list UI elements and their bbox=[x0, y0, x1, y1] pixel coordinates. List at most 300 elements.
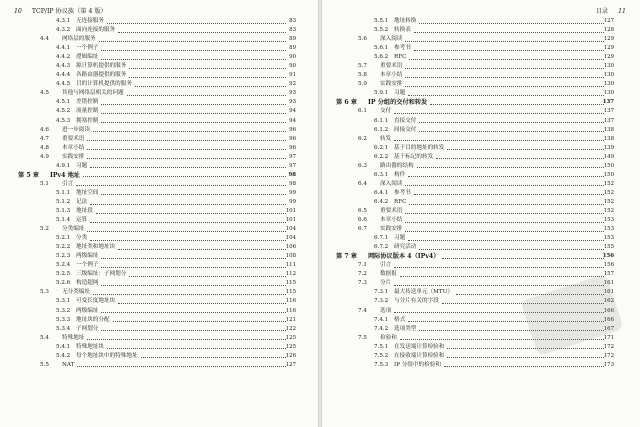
toc-entry-number: 6.1.1 bbox=[374, 117, 389, 124]
toc-entry-title: 重要术语 bbox=[380, 207, 403, 214]
dot-leader bbox=[77, 366, 286, 367]
toc-row bbox=[332, 44, 614, 53]
toc-entry-title: 可变长度地址块 bbox=[76, 298, 116, 305]
toc-entry-title: 重要术语 bbox=[380, 63, 403, 70]
toc-page-number: 152 bbox=[603, 207, 614, 214]
toc-page-number: 115 bbox=[285, 289, 296, 296]
toc-entry-number: 5.5.2 bbox=[374, 27, 389, 34]
toc-page-number: 152 bbox=[603, 189, 614, 196]
toc-page-number: 152 bbox=[603, 198, 614, 205]
toc-entry-number: 4.4.4 bbox=[56, 72, 71, 79]
dot-leader bbox=[87, 231, 286, 232]
dot-leader bbox=[129, 68, 286, 69]
toc-entry-number: 6.1.2 bbox=[374, 126, 389, 133]
toc-page-number: 172 bbox=[603, 343, 614, 350]
toc-row bbox=[14, 198, 296, 207]
toc-row bbox=[14, 216, 296, 225]
toc-row bbox=[14, 62, 296, 71]
dot-leader bbox=[436, 158, 604, 159]
toc-page-number: 152 bbox=[603, 180, 614, 187]
toc-entry-number: 7.3.2 bbox=[374, 298, 389, 305]
toc-page-number: 97 bbox=[289, 162, 296, 169]
toc-entry-number: 6.2 bbox=[358, 135, 367, 142]
toc-row bbox=[332, 216, 614, 225]
toc-page-number: 137 bbox=[602, 99, 614, 106]
toc-entry-title: 参考书 bbox=[394, 45, 411, 52]
toc-entry-title: 分类编址 bbox=[62, 226, 85, 233]
dot-leader bbox=[135, 86, 286, 87]
toc-entry-title: 在发送端计算检验和 bbox=[394, 343, 445, 350]
toc-entry-number: 5.9.1 bbox=[374, 90, 389, 97]
toc-entry-number: 5.9 bbox=[358, 81, 367, 88]
dot-leader bbox=[83, 176, 286, 177]
toc-entry-number: 6.5 bbox=[358, 207, 367, 214]
toc-row bbox=[332, 171, 614, 180]
toc-page-number: 108 bbox=[285, 253, 296, 260]
toc-page-number: 91 bbox=[289, 72, 296, 79]
toc-entry-number: 5.1.1 bbox=[56, 189, 71, 196]
right-running-title: 目录 bbox=[595, 8, 609, 15]
toc-entry-title: 直接交付 bbox=[394, 117, 417, 124]
dot-leader bbox=[141, 357, 286, 358]
toc-page-number: 98 bbox=[288, 171, 296, 178]
left-page bbox=[0, 0, 318, 427]
toc-entry-number: 5.2.2 bbox=[56, 244, 71, 251]
toc-row bbox=[14, 153, 296, 162]
dot-leader bbox=[414, 194, 604, 195]
toc-entry-title: 一个例子 bbox=[76, 45, 99, 52]
toc-entry-number: 5.2.5 bbox=[56, 271, 71, 278]
toc-page-number: 98 bbox=[289, 180, 296, 187]
toc-entry-title: 其他与网络层相关的问题 bbox=[62, 90, 124, 97]
toc-page-number: 83 bbox=[289, 18, 296, 24]
toc-row bbox=[332, 80, 614, 89]
toc-row bbox=[332, 261, 614, 270]
toc-row bbox=[14, 26, 296, 35]
toc-page-number: 125 bbox=[285, 334, 296, 341]
toc-entry-title: 最大传送单元（MTU） bbox=[394, 289, 453, 296]
toc-page-number: 96 bbox=[289, 135, 296, 142]
toc-entry-number: 7.5.3 bbox=[374, 361, 389, 368]
toc-entry-title: 构造超网 bbox=[76, 280, 99, 287]
toc-entry-title: 分片 bbox=[380, 280, 392, 287]
toc-page-number: 173 bbox=[603, 361, 614, 368]
toc-entry-number: 4.5 bbox=[40, 90, 49, 97]
toc-entry-number: 5.2.1 bbox=[56, 235, 71, 242]
toc-entry-title: 交付 bbox=[380, 108, 392, 115]
toc-entry-number: 4.4.5 bbox=[56, 81, 71, 88]
toc-entry-title: 习题 bbox=[76, 162, 88, 169]
toc-entry-number: 5.6.2 bbox=[374, 54, 389, 61]
toc-page-number: 127 bbox=[285, 361, 296, 368]
toc-page-number: 138 bbox=[603, 135, 614, 142]
toc-row bbox=[332, 207, 614, 216]
toc-entry-title: 引言 bbox=[380, 262, 392, 269]
toc-page-number: 129 bbox=[603, 54, 614, 61]
toc-entry-title: 目的计算机提供的服务 bbox=[76, 81, 132, 88]
dot-leader bbox=[405, 86, 604, 87]
toc-page-number: 172 bbox=[603, 352, 614, 359]
toc-entry-title: 地址类和地址块 bbox=[76, 244, 116, 251]
right-page bbox=[322, 0, 640, 427]
dot-leader bbox=[405, 68, 604, 69]
toc-entry-title: 选项 bbox=[380, 307, 392, 314]
toc-entry-title: 本章小结 bbox=[62, 144, 85, 151]
toc-page-number: 130 bbox=[603, 72, 614, 79]
toc-entry-number: 4.5.1 bbox=[56, 99, 71, 106]
toc-entry-number: 6.7.2 bbox=[374, 244, 389, 251]
dot-leader bbox=[101, 330, 286, 331]
toc-entry-number: 5.2.4 bbox=[56, 262, 71, 269]
toc-entry-title: 构件 bbox=[394, 171, 406, 178]
toc-page-number: 129 bbox=[603, 36, 614, 43]
toc-row bbox=[14, 107, 296, 116]
toc-entry-title: 实践安排 bbox=[380, 226, 403, 233]
toc-entry-number: 5.2 bbox=[40, 226, 49, 233]
dot-leader bbox=[408, 95, 604, 96]
toc-page-number: 137 bbox=[603, 108, 614, 115]
toc-page-number: 93 bbox=[289, 90, 296, 97]
toc-chapter-row bbox=[332, 98, 614, 107]
toc-entry-number: 5.6 bbox=[358, 36, 367, 43]
toc-entry-title: 引言 bbox=[62, 180, 74, 187]
toc-page-number: 150 bbox=[603, 171, 614, 178]
toc-row bbox=[14, 71, 296, 80]
dot-leader bbox=[409, 204, 604, 205]
dot-leader bbox=[408, 240, 604, 241]
toc-row bbox=[332, 361, 614, 370]
toc-entry-title: 选项类型 bbox=[394, 325, 417, 332]
toc-page-number: 122 bbox=[285, 325, 296, 332]
toc-entry-title: IP 分组中的检验和 bbox=[394, 361, 441, 368]
toc-entry-number: 6.3.1 bbox=[374, 171, 389, 178]
dot-leader bbox=[405, 222, 604, 223]
toc-chapter-row bbox=[332, 252, 614, 261]
toc-page-number: 111 bbox=[285, 262, 296, 269]
toc-row bbox=[14, 243, 296, 252]
toc-entry-title: 深入阅读 bbox=[380, 36, 403, 43]
toc-entry-number: 5.5 bbox=[40, 361, 49, 368]
toc-row bbox=[14, 361, 296, 370]
toc-entry-title: 特殊地址块 bbox=[76, 343, 104, 350]
toc-entry-title: 两级编址 bbox=[76, 253, 99, 260]
toc-page-number: 149 bbox=[603, 153, 614, 160]
toc-entry-title: 网络层的服务 bbox=[62, 36, 96, 43]
toc-entry-number: 5.3 bbox=[40, 289, 49, 296]
dot-leader bbox=[419, 131, 604, 132]
toc-entry-title: 格式 bbox=[394, 316, 406, 323]
toc-row bbox=[14, 189, 296, 198]
toc-entry-title: 源计算机提供的服务 bbox=[76, 63, 127, 70]
toc-entry-title: 逻辑编址 bbox=[76, 54, 99, 61]
dot-leader bbox=[87, 149, 286, 150]
toc-entry-title: 数据报 bbox=[380, 271, 397, 278]
toc-entry-title: 在接收端计算检验和 bbox=[394, 352, 445, 359]
toc-entry-title: 运算 bbox=[76, 217, 88, 224]
toc-entry-title: 本章小结 bbox=[380, 217, 403, 224]
dot-leader bbox=[417, 167, 604, 168]
dot-leader bbox=[90, 167, 286, 168]
dot-leader bbox=[444, 366, 604, 367]
toc-page-number: 138 bbox=[603, 126, 614, 133]
dot-leader bbox=[93, 131, 286, 132]
dot-leader bbox=[107, 348, 286, 349]
toc-entry-title: 进一步阅读 bbox=[62, 126, 90, 133]
toc-entry-number: 5.6.1 bbox=[374, 45, 389, 52]
toc-page-number: 150 bbox=[603, 162, 614, 169]
toc-row bbox=[14, 126, 296, 135]
toc-entry-title: 面向连接的服务 bbox=[76, 27, 116, 34]
toc-page-number: 153 bbox=[603, 235, 614, 242]
dot-leader bbox=[405, 231, 604, 232]
toc-row bbox=[332, 117, 614, 126]
toc-entry-number: 7.5 bbox=[358, 334, 367, 341]
toc-page-number: 129 bbox=[603, 45, 614, 52]
toc-row bbox=[332, 53, 614, 62]
toc-entry-number: 7.4.1 bbox=[374, 316, 389, 323]
toc-row bbox=[332, 71, 614, 80]
toc-entry-number: 4.6 bbox=[40, 126, 49, 133]
toc-row bbox=[14, 234, 296, 243]
toc-page-number: 116 bbox=[285, 298, 296, 305]
toc-row bbox=[14, 53, 296, 62]
left-toc bbox=[14, 17, 296, 370]
toc-row bbox=[332, 17, 614, 26]
toc-entry-number: 7.5.1 bbox=[374, 343, 389, 350]
toc-entry-number: 4.3.1 bbox=[56, 18, 71, 24]
toc-entry-number: 4.5.3 bbox=[56, 117, 71, 124]
toc-page-number: 130 bbox=[603, 63, 614, 70]
dot-leader bbox=[394, 140, 604, 141]
toc-entry-title: 两级编址 bbox=[76, 307, 99, 314]
toc-page-number: 167 bbox=[603, 325, 614, 332]
toc-entry-title: 拥塞控制 bbox=[76, 117, 99, 124]
toc-entry-number: 第 5 章 bbox=[18, 171, 39, 179]
toc-row bbox=[14, 35, 296, 44]
toc-entry-title: RFC bbox=[394, 54, 407, 61]
right-folio: 11 bbox=[618, 8, 626, 15]
toc-row bbox=[14, 252, 296, 261]
toc-entry-title: 三级编址：子网划分 bbox=[76, 271, 127, 278]
dot-leader bbox=[101, 59, 286, 60]
toc-entry-number: 7.5.2 bbox=[374, 352, 389, 359]
toc-entry-number: 4.5.2 bbox=[56, 108, 71, 115]
toc-entry-number: 5.3.4 bbox=[56, 325, 71, 332]
toc-entry-title: 与分片有关的字段 bbox=[394, 298, 439, 305]
toc-page-number: 161 bbox=[603, 289, 614, 296]
toc-row bbox=[332, 153, 614, 162]
toc-entry-title: 实践安排 bbox=[380, 81, 403, 88]
toc-entry-number: 4.8 bbox=[40, 144, 49, 151]
dot-leader bbox=[394, 113, 604, 114]
toc-page-number: 116 bbox=[285, 307, 296, 314]
toc-entry-title: 间接交付 bbox=[394, 126, 417, 133]
toc-page-number: 93 bbox=[289, 99, 296, 106]
dot-leader bbox=[419, 23, 604, 24]
toc-entry-title: 特殊地址 bbox=[62, 334, 85, 341]
toc-page-number: 137 bbox=[603, 117, 614, 124]
toc-page-number: 127 bbox=[603, 18, 614, 24]
left-folio: 10 bbox=[14, 8, 22, 15]
toc-row bbox=[332, 35, 614, 44]
dot-leader bbox=[90, 222, 286, 223]
toc-entry-number: 5.2.6 bbox=[56, 280, 71, 287]
toc-entry-title: IPv4 地址 bbox=[50, 171, 80, 179]
toc-row bbox=[14, 17, 296, 26]
toc-page-number: 161 bbox=[603, 280, 614, 287]
toc-page-number: 115 bbox=[285, 280, 296, 287]
toc-row bbox=[14, 180, 296, 189]
toc-entry-title: 本章小结 bbox=[380, 72, 403, 79]
toc-page-number: 153 bbox=[603, 217, 614, 224]
toc-page-number: 96 bbox=[289, 144, 296, 151]
toc-row bbox=[332, 234, 614, 243]
dot-leader bbox=[87, 339, 286, 340]
toc-row bbox=[14, 207, 296, 216]
toc-page-number: 130 bbox=[603, 90, 614, 97]
dot-leader bbox=[127, 95, 286, 96]
dot-leader bbox=[90, 204, 286, 205]
toc-entry-title: 每个地址块中的特殊地址 bbox=[76, 352, 138, 359]
toc-entry-number: 4.9.1 bbox=[56, 162, 71, 169]
toc-entry-number: 5.3.1 bbox=[56, 298, 71, 305]
toc-entry-title: 习题 bbox=[394, 90, 406, 97]
dot-leader bbox=[101, 285, 286, 286]
toc-entry-number: 6.6 bbox=[358, 217, 367, 224]
toc-row bbox=[14, 307, 296, 316]
toc-row bbox=[332, 243, 614, 252]
toc-row bbox=[14, 270, 296, 279]
toc-row bbox=[332, 135, 614, 144]
toc-entry-title: 分类 bbox=[76, 235, 88, 242]
toc-row bbox=[332, 126, 614, 135]
dot-leader bbox=[90, 240, 286, 241]
toc-page-number: 128 bbox=[603, 27, 614, 34]
toc-entry-title: 子网划分 bbox=[76, 325, 99, 332]
toc-page-number: 157 bbox=[603, 271, 614, 278]
dot-leader bbox=[101, 113, 286, 114]
toc-page-number: 121 bbox=[285, 316, 296, 323]
toc-row bbox=[332, 225, 614, 234]
toc-entry-number: 6.4 bbox=[358, 180, 367, 187]
toc-page-number: 162 bbox=[603, 298, 614, 305]
toc-entry-number: 7.1 bbox=[358, 262, 367, 269]
toc-entry-number: 4.4.3 bbox=[56, 63, 71, 70]
toc-entry-number: 6.7.1 bbox=[374, 235, 389, 242]
toc-row bbox=[14, 80, 296, 89]
toc-entry-number: 4.4.2 bbox=[56, 54, 71, 61]
dot-leader bbox=[409, 59, 604, 60]
toc-page-number: 89 bbox=[289, 36, 296, 43]
toc-page-number: 94 bbox=[289, 108, 296, 115]
toc-entry-number: 5.1.3 bbox=[56, 207, 71, 214]
toc-entry-title: 习题 bbox=[394, 235, 406, 242]
toc-page-number: 94 bbox=[289, 117, 296, 124]
toc-entry-title: 实践安排 bbox=[62, 153, 85, 160]
dot-leader bbox=[96, 213, 286, 214]
toc-entry-number: 4.9 bbox=[40, 153, 49, 160]
dot-leader bbox=[76, 185, 286, 186]
toc-entry-number: 6.7 bbox=[358, 226, 367, 233]
toc-page-number: 166 bbox=[603, 307, 614, 314]
toc-entry-title: 基于目的地址的转发 bbox=[394, 144, 445, 151]
toc-row bbox=[14, 297, 296, 306]
toc-entry-title: 无分类编址 bbox=[62, 289, 90, 296]
toc-page-number: 97 bbox=[289, 153, 296, 160]
dot-leader bbox=[87, 158, 286, 159]
toc-row bbox=[14, 343, 296, 352]
dot-leader bbox=[408, 176, 604, 177]
toc-row bbox=[14, 89, 296, 98]
dot-leader bbox=[405, 213, 604, 214]
dot-leader bbox=[414, 50, 604, 51]
dot-leader bbox=[414, 32, 604, 33]
toc-row bbox=[14, 352, 296, 361]
toc-row bbox=[332, 189, 614, 198]
toc-entry-number: 5.1.2 bbox=[56, 198, 71, 205]
toc-entry-title: NAT bbox=[62, 361, 75, 368]
left-running-title: TCP/IP 协议族（第 4 版） bbox=[31, 8, 107, 15]
dot-leader bbox=[129, 77, 286, 78]
toc-row bbox=[332, 89, 614, 98]
toc-page-number: 83 bbox=[289, 27, 296, 34]
dot-leader bbox=[419, 122, 604, 123]
toc-entry-title: 一个例子 bbox=[76, 262, 99, 269]
dot-leader bbox=[101, 104, 286, 105]
toc-row bbox=[14, 225, 296, 234]
toc-entry-number: 6.1 bbox=[358, 108, 367, 115]
toc-entry-title: 重要术语 bbox=[62, 135, 85, 142]
toc-entry-title: 差错控制 bbox=[76, 99, 99, 106]
toc-row bbox=[14, 288, 296, 297]
dot-leader bbox=[113, 321, 286, 322]
toc-page-number: 112 bbox=[285, 271, 296, 278]
toc-entry-number: 5.3.2 bbox=[56, 307, 71, 314]
toc-entry-title: 流量控制 bbox=[76, 108, 99, 115]
toc-page-number: 155 bbox=[603, 244, 614, 251]
toc-entry-number: 5.3.3 bbox=[56, 316, 71, 323]
toc-row bbox=[14, 279, 296, 288]
dot-leader bbox=[101, 267, 286, 268]
toc-entry-number: 5.4 bbox=[40, 334, 49, 341]
dot-leader bbox=[419, 249, 604, 250]
dot-leader bbox=[447, 149, 604, 150]
toc-row bbox=[14, 261, 296, 270]
toc-entry-title: 地址块的分配 bbox=[76, 316, 110, 323]
dot-leader bbox=[101, 50, 286, 51]
toc-row bbox=[14, 135, 296, 144]
dot-leader bbox=[442, 258, 604, 259]
toc-entry-number: 5.5.1 bbox=[374, 18, 389, 24]
toc-entry-number: 6.4.1 bbox=[374, 189, 389, 196]
toc-page-number: 156 bbox=[602, 253, 614, 260]
toc-entry-title: 转换表 bbox=[394, 27, 411, 34]
toc-entry-title: 无连接服务 bbox=[76, 18, 104, 24]
toc-row bbox=[332, 26, 614, 35]
toc-row bbox=[332, 198, 614, 207]
toc-entry-title: IP 分组的交付和转发 bbox=[368, 99, 428, 107]
toc-entry-number: 5.2.3 bbox=[56, 253, 71, 260]
toc-entry-title: 参考书 bbox=[394, 189, 411, 196]
toc-page-number: 92 bbox=[289, 81, 296, 88]
toc-entry-title: 检验和 bbox=[380, 334, 397, 341]
dot-leader bbox=[405, 77, 604, 78]
toc-entry-number: 7.2 bbox=[358, 271, 367, 278]
toc-row bbox=[14, 316, 296, 325]
toc-entry-number: 4.3.2 bbox=[56, 27, 71, 34]
toc-page-number: 99 bbox=[289, 198, 296, 205]
toc-row bbox=[14, 334, 296, 343]
